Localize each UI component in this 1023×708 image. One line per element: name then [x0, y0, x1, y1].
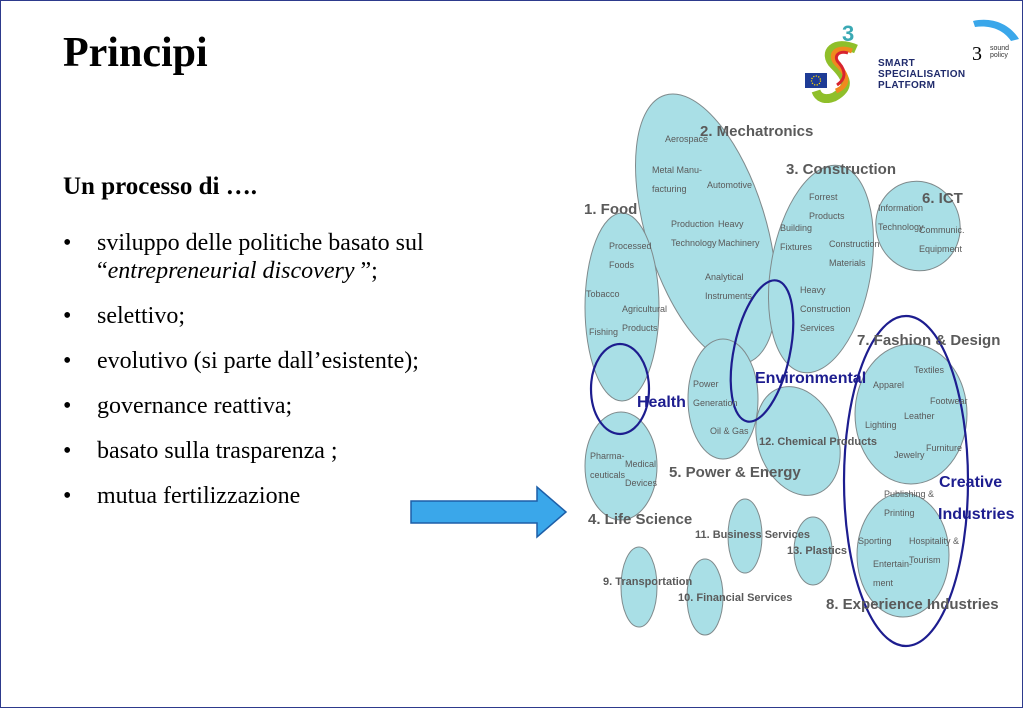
item-entertainment-2: ment	[873, 578, 894, 588]
label-environmental: Environmental	[755, 370, 867, 387]
label-chemical: 12. Chemical Products	[759, 436, 877, 448]
ssp-line-2: SPECIALISATION	[878, 69, 966, 80]
item-medical-1: Medical	[625, 459, 657, 469]
cluster-diagram	[1, 1, 1022, 707]
item-automotive: Automotive	[707, 180, 753, 190]
label-life-science: 4. Life Science	[588, 511, 693, 528]
item-pharma-2: ceuticals	[590, 470, 626, 480]
label-creative-1: Creative	[939, 474, 1003, 491]
bullet-1-close: ”;	[354, 258, 378, 284]
item-footwear: Footwear	[930, 396, 968, 406]
item-jewelry: Jewelry	[894, 450, 925, 460]
slide-title: Principi	[63, 30, 208, 76]
item-construction-materials-2: Materials	[829, 258, 866, 268]
label-ict: 6. ICT	[922, 190, 963, 207]
item-analytical-2: Instruments	[705, 291, 753, 301]
item-forrest-2: Products	[809, 211, 845, 221]
bullet-1-line-1: sviluppo delle politiche basato sul	[97, 230, 424, 256]
item-production-1: Production	[671, 219, 715, 229]
ssp-logo-number: 3	[842, 21, 855, 46]
item-communic-1: Communic.	[919, 225, 965, 235]
item-heavy-construction-3: Services	[800, 323, 835, 333]
item-agricultural-1: Agricultural	[622, 304, 668, 314]
item-building-2: Fixtures	[780, 242, 813, 252]
item-lighting: Lighting	[865, 420, 897, 430]
label-experience: 8. Experience Industries	[826, 596, 999, 613]
item-medical-2: Devices	[625, 478, 658, 488]
item-analytical-1: Analytical	[705, 272, 744, 282]
label-fashion: 7. Fashion & Design	[857, 332, 1001, 349]
item-forrest-1: Forrest	[809, 192, 838, 202]
label-construction: 3. Construction	[786, 161, 897, 178]
item-heavy-machinery-2: Machinery	[718, 238, 760, 248]
item-metal-2: facturing	[652, 184, 687, 194]
item-production-2: Technology	[671, 238, 717, 248]
label-health: Health	[637, 394, 686, 411]
bullet-item: • mutua fertilizzazione	[63, 482, 583, 510]
item-leather: Leather	[904, 411, 935, 421]
item-communic-2: Equipment	[919, 244, 963, 254]
label-business: 11. Business Services	[695, 529, 810, 541]
item-construction-materials-1: Construction	[829, 239, 880, 249]
item-tobacco: Tobacco	[586, 289, 620, 299]
label-power: 5. Power & Energy	[669, 464, 801, 481]
item-oil-gas: Oil & Gas	[710, 426, 749, 436]
item-aerospace: Aerospace	[665, 134, 709, 144]
item-information-2: Technology	[878, 222, 924, 232]
item-power-generation-1: Power	[693, 379, 719, 389]
item-building-1: Building	[780, 223, 813, 233]
item-metal-1: Metal Manu-	[652, 165, 703, 175]
item-publishing-2: Printing	[884, 508, 915, 518]
bullet-item: • evolutivo (si parte dall’esistente);	[63, 347, 583, 375]
item-entertainment-1: Entertain-	[873, 559, 913, 569]
item-fishing: Fishing	[589, 327, 619, 337]
item-furniture: Furniture	[926, 443, 963, 453]
item-processed-1: Processed	[609, 241, 652, 251]
item-heavy-construction-1: Heavy	[800, 285, 826, 295]
subtitle: Un processo di ….	[63, 173, 258, 200]
label-transportation: 9. Transportation	[603, 576, 693, 588]
item-power-generation-2: Generation	[693, 398, 738, 408]
item-apparel: Apparel	[873, 380, 905, 390]
item-processed-2: Foods	[609, 260, 635, 270]
bullet-item: • governance reattiva;	[63, 392, 583, 420]
item-hospitality-2: Tourism	[909, 555, 941, 565]
item-hospitality-1: Hospitality &	[909, 536, 960, 546]
item-heavy-construction-2: Construction	[800, 304, 851, 314]
item-textiles: Textiles	[914, 365, 945, 375]
item-sporting: Sporting	[858, 536, 892, 546]
ssp-line-3: PLATFORM	[878, 80, 936, 91]
item-pharma-1: Pharma-	[590, 451, 625, 461]
label-food: 1. Food	[584, 201, 638, 218]
ssp-line-1: SMART	[878, 58, 916, 69]
bullet-1-italic: entrepreneurial discovery	[107, 258, 355, 284]
label-financial: 10. Financial Services	[678, 592, 793, 604]
label-plastics: 13. Plastics	[787, 545, 847, 557]
sound-policy-number: 3	[972, 43, 982, 65]
item-information-1: Information	[878, 203, 924, 213]
bullet-1-open-quote: “	[97, 258, 108, 284]
label-creative-2: Industries	[938, 506, 1015, 523]
bullet-item: • basato sulla trasparenza ;	[63, 437, 583, 465]
sp-line-2: policy	[990, 52, 1008, 59]
label-mechatronics: 2. Mechatronics	[700, 123, 814, 140]
bullet-item: • selettivo;	[63, 302, 583, 330]
item-publishing-1: Publishing &	[884, 489, 935, 499]
sp-line-1: sound	[990, 45, 1010, 52]
item-agricultural-2: Products	[622, 323, 658, 333]
item-heavy-machinery-1: Heavy	[718, 219, 744, 229]
